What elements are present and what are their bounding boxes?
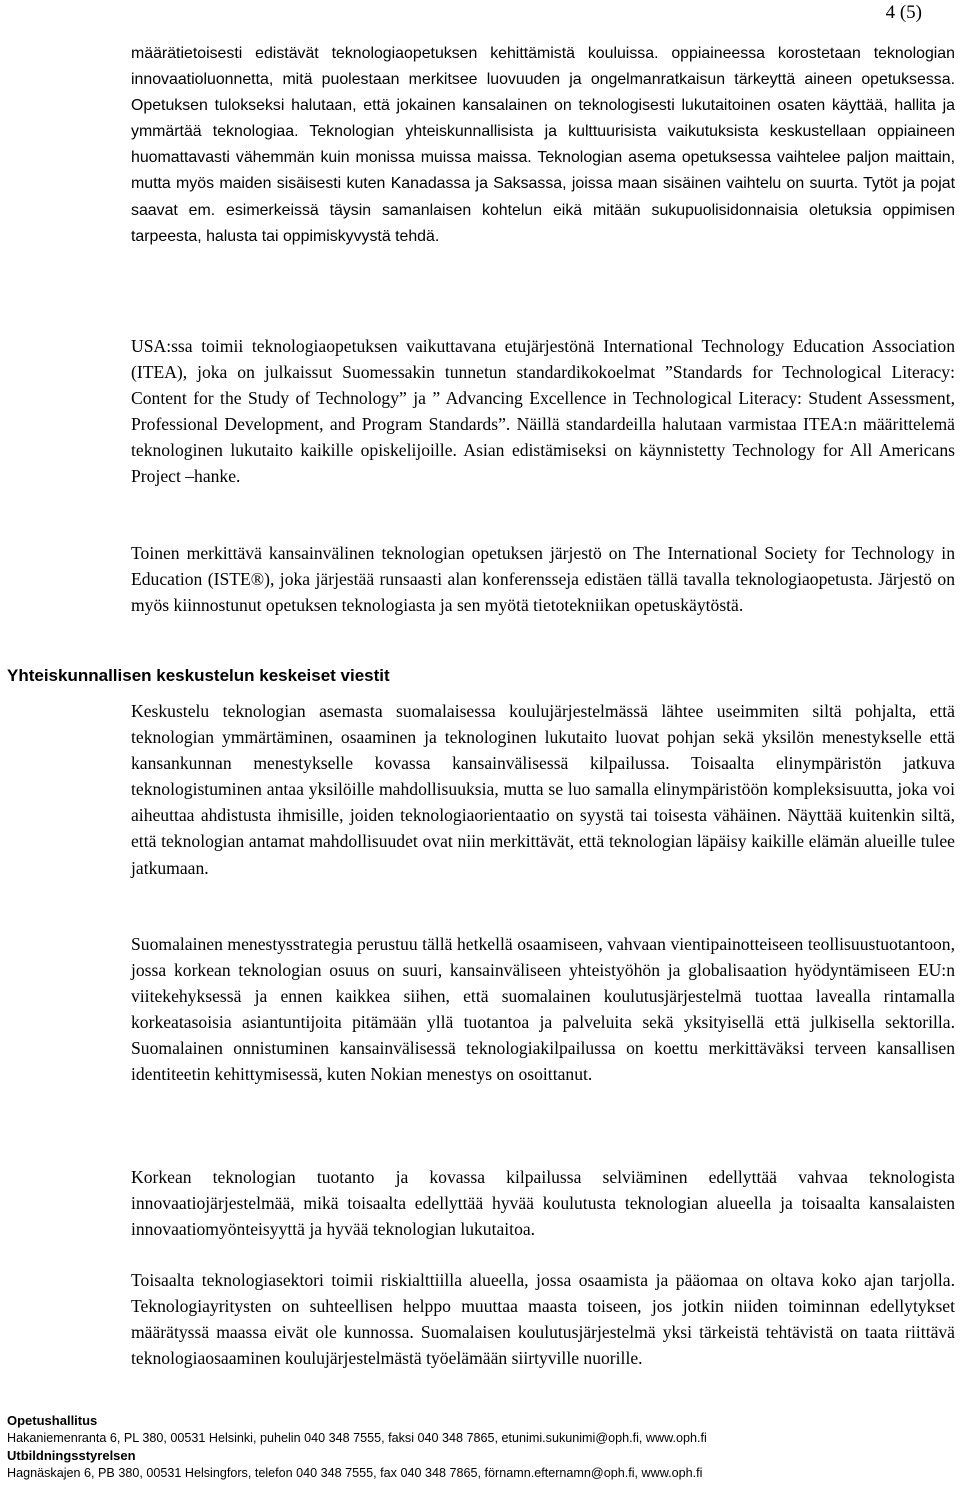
footer-org-swedish: Utbildningsstyrelsen — [7, 1448, 136, 1463]
paragraph-iste: Toinen merkittävä kansainvälinen teknologian opetuksen järjestö on The International Society for Technology in Education (ISTE®), joka järjestää runsaasti alan konferensseja edistäen tällä tavalla teknologiaopetusta. Järjestö on myös kiinnostunut opetuksen teknologiasta ja sen myötä tietotekniikan opetuskäytöstä. — [131, 543, 955, 616]
paragraph-itea: USA:ssa toimii teknologiaopetuksen vaikuttavana etujärjestönä International Technology Education Association (ITEA), joka on julkaissut Suomessakin tunnetun standardikokoelmat ”Standards for Technological Literacy: Content for the Study of Technology” ja ” Advancing Excellence in Technological Literacy: Student Assessment, Professional Development, and Program Standards”. Näillä standardeilla halutaan varmistaa ITEA:n määrittelemä teknologinen lukutaito kaikille opiskelijoille. Asian edistämiseksi on käynnistetty Technology for All Americans Project –hanke. — [131, 336, 955, 487]
footer-address-finnish: Hakaniemenranta 6, PL 380, 00531 Helsinki, puhelin 040 348 7555, faksi 040 348 7865, etunimi.sukunimi@oph.fi, www.oph.fi — [7, 1430, 707, 1445]
page-footer — [7, 1412, 957, 1482]
footer-address-swedish: Hagnäskajen 6, PB 380, 00531 Helsingfors, telefon 040 348 7555, fax 040 348 7865, förnamn.efternamn@oph.fi, www.oph.fi — [7, 1465, 703, 1480]
paragraph-keskustelu: Keskustelu teknologian asemasta suomalaisessa koulujärjestelmässä lähtee useimmiten siltä pohjalta, että teknologian ymmärtäminen, osaaminen ja teknologinen lukutaito luovat pohjan sekä yksilön menestykselle että kansankunnan menestykselle kovassa kansainvälisessä kilpailussa. Toisaalta elinympäristön jatkuva teknologistuminen antaa yksilöille mahdollisuuksia, mutta se luo samalla elinympäristöön kompleksisuutta, joka voi aiheuttaa ahdistusta ihmisille, joiden teknologiaorientaatio on syystä tai toisesta vähäinen. Näyttää kuitenkin siltä, että teknologian antamat mahdollisuudet ovat niin merkittävät, että teknologian läpäisy kaikille elämän alueille tulee jatkumaan. — [131, 701, 955, 878]
page-number: 4 (5) — [885, 2, 922, 23]
section-heading: Yhteiskunnallisen keskustelun keskeiset viestit — [7, 666, 390, 685]
paragraph-korkean-teknologian-tuotanto: Korkean teknologian tuotanto ja kovassa kilpailussa selviäminen edellyttää vahvaa teknologista innovaatiojärjestelmää, mikä toisaalta edellyttää hyvää koulutusta teknologian alueella ja toisaalta kansalaisten innovaatiomyönteisyyttä ja hyvää teknologian lukutaitoa. — [131, 1167, 955, 1240]
footer-org-finnish: Opetushallitus — [7, 1413, 98, 1428]
paragraph-teknologiasektori: Toisaalta teknologiasektori toimii riskialttiilla alueella, jossa osaamista ja pääomaa on oltava koko ajan tarjolla. Teknologiayritysten on suhteellisen helppo muuttaa maasta toiseen, jos jotkin niiden toiminnan edellytykset määrätyssä maassa eivät ole kunnossa. Suomalaisen koulutusjärjestelmä yksi tärkeistä tehtävistä on taata riittävä teknologiaosaaminen koulujärjestelmästä työelämään siirtyville nuorille. — [131, 1270, 955, 1369]
paragraph-menestysstrategia: Suomalainen menestysstrategia perustuu tällä hetkellä osaamiseen, vahvaan vientipainotteiseen teollisuustuotantoon, jossa korkean teknologian osuus on suuri, kansainväliseen yhteistyöhön ja globalisaation hyödyntämiseen EU:n viitekehyksessä ja ennen kaikkea siihen, että suomalainen koulutusjärjestelmä tuottaa lavealla rintamalla korkeatasoisia asiantuntijoita pitämään yllä tuotantoa ja palveluita sekä yksityisellä että julkisella sektorilla. Suomalainen onnistuminen kansainvälisessä teknologiakilpailussa on koettu merkittäväksi terveen kansallisen identiteetin kehittymisessä, kuten Nokian menestys on osoittanut. — [131, 934, 955, 1085]
paragraph-teknologiaopetus-intro: määrätietoisesti edistävät teknologiaopetuksen kehittämistä kouluissa. oppiaineessa korostetaan teknologian innovaatioluonnetta, mitä puolestaan merkitsee luovuuden ja ongelmanratkaisun tärkeyttä aineen opetuksessa. Opetuksen tulokseksi halutaan, että jokainen kansalainen on teknologisesti lukutaitoinen osaten käyttää, hallita ja ymmärtää teknologiaa. Teknologian yhteiskunnallisista ja kulttuurisista vaikutuksista keskustellaan oppiaineen huomattavasti vähemmän kuin monissa muissa maissa. Teknologian asema opetuksessa vaihtelee paljon maittain, mutta myös maiden sisäisesti kuten Kanadassa ja Saksassa, joissa maan sisäinen vaihtelu on suurta. Tytöt ja pojat saavat em. esimerkeissä täysin samanlaisen kohtelun eikä mitään sukupuolisidonnaisia oletuksia oppimisen tarpeesta, halusta tai oppimiskyvystä tehdä. — [131, 45, 955, 245]
